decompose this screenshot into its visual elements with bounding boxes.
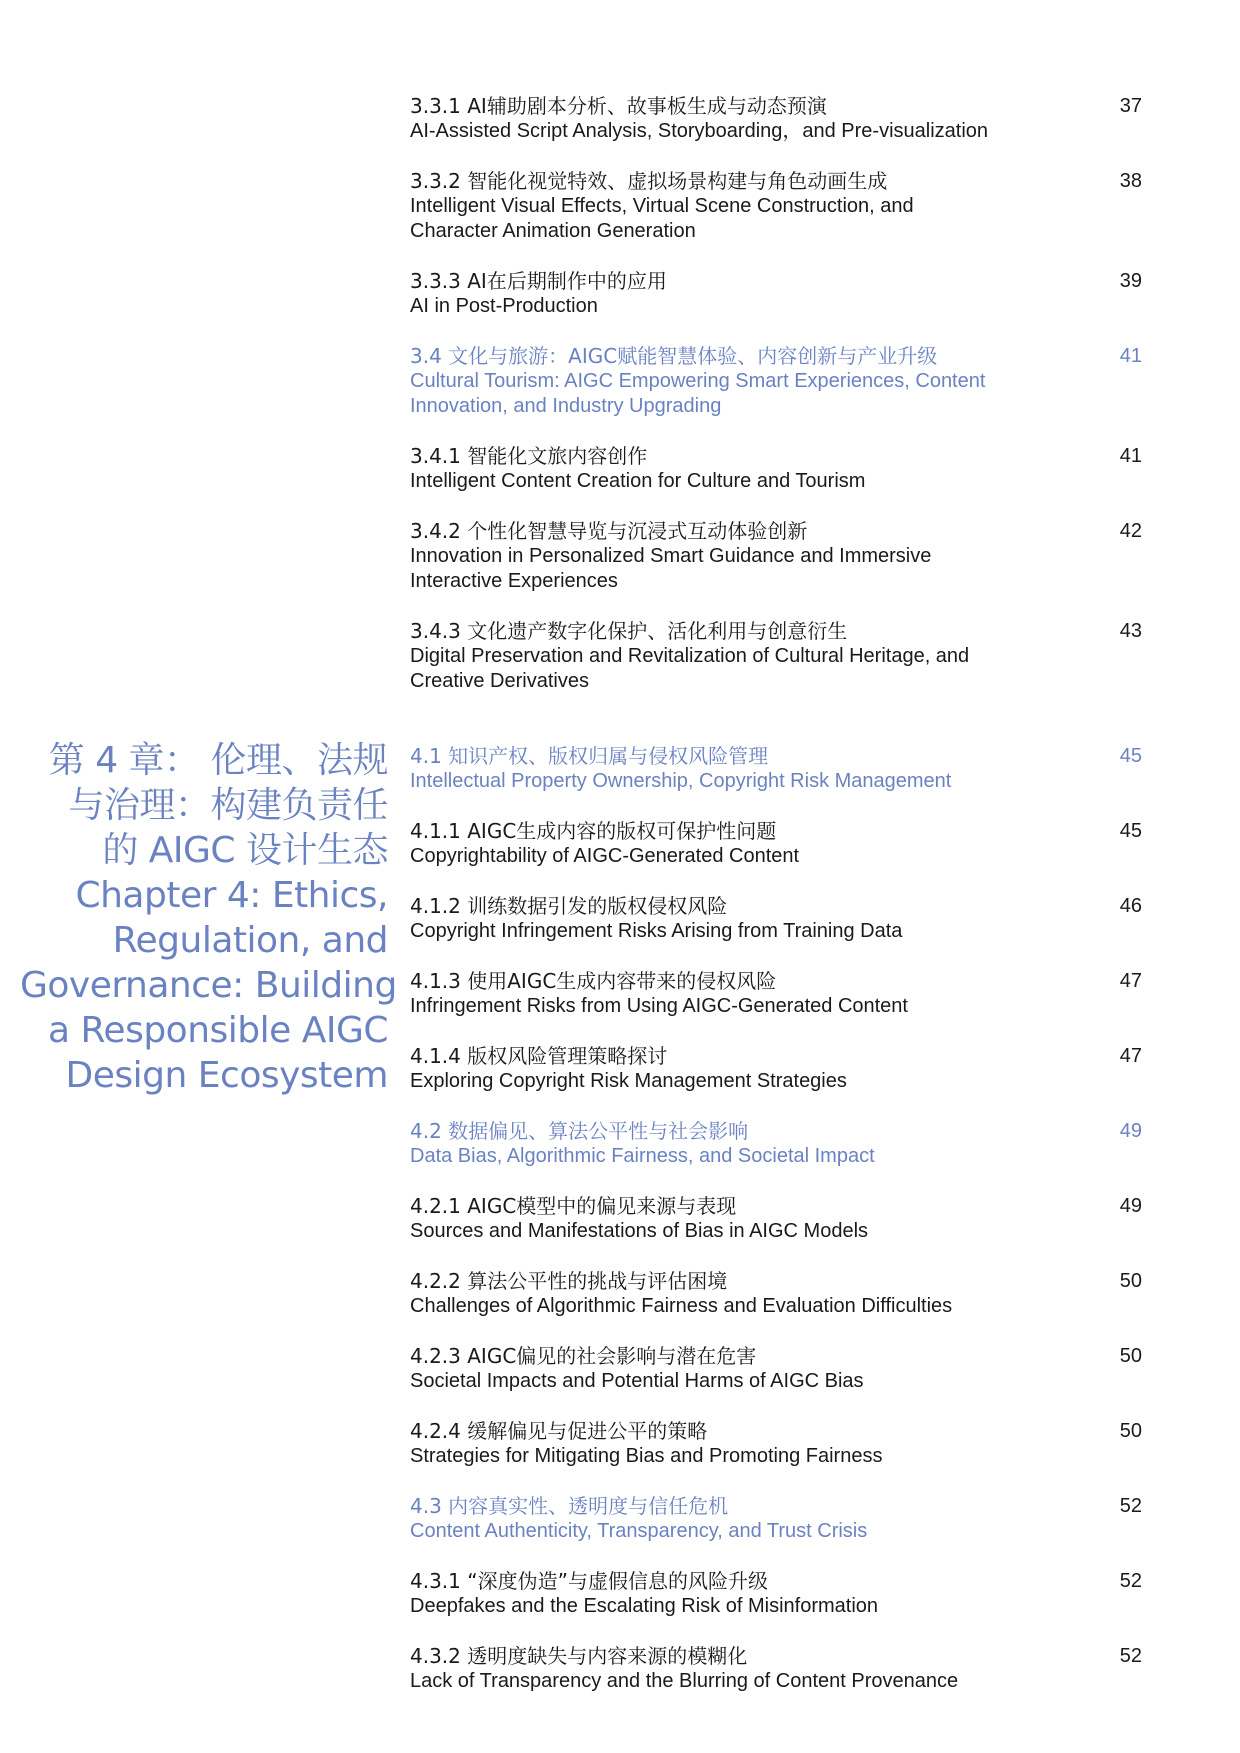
toc-entry-title-zh: 3.3.3 AI在后期制作中的应用 <box>410 269 667 293</box>
toc-page-number: 47 <box>1119 970 1142 992</box>
toc-page-number: 47 <box>1119 1045 1142 1067</box>
toc-entry-title-en: AI in Post-Production <box>410 295 598 317</box>
toc-entry-title-en: Strategies for Mitigating Bias and Promoting Fairness <box>410 1445 883 1467</box>
toc-entry-title-en: AI-Assisted Script Analysis, Storyboarding，and Pre-visualization <box>410 120 989 142</box>
toc-entry-title <box>410 744 1060 794</box>
toc-entry-title-en: Sources and Manifestations of Bias in AIGC Models <box>410 1220 869 1242</box>
chapter-heading <box>20 738 397 1098</box>
toc-entry-title-en: Intelligent Visual Effects, Virtual Scene Construction, and <box>410 195 914 217</box>
toc-entry-title-en: Challenges of Algorithmic Fairness and Evaluation Difficulties <box>410 1295 953 1317</box>
toc-entry-title-en: Digital Preservation and Revitalization of Cultural Heritage, and <box>410 645 970 667</box>
toc-entry-title-en: Content Authenticity, Transparency, and Trust Crisis <box>410 1520 868 1542</box>
toc-entry-title-en: Intelligent Content Creation for Culture and Tourism <box>410 470 866 492</box>
chapter-heading-line: 第 4 章： 伦理、法规 <box>48 740 388 781</box>
toc-entry-title-zh: 4.3.2 透明度缺失与内容来源的模糊化 <box>410 1644 748 1668</box>
toc-entry-title-zh: 4.1.2 训练数据引发的版权侵权风险 <box>410 894 728 918</box>
toc-entry-title-en: Innovation in Personalized Smart Guidance and Immersive <box>410 545 932 567</box>
toc-entry-title <box>410 94 1060 144</box>
toc-entry-title-en: Exploring Copyright Risk Management Strategies <box>410 1070 847 1092</box>
toc-page-number: 46 <box>1119 895 1142 917</box>
toc-entry-title <box>410 269 1060 319</box>
toc-entry-title <box>410 1344 1060 1394</box>
toc-entry-title <box>410 1119 1060 1169</box>
toc-entry-title-en: Copyrightability of AIGC-Generated Content <box>410 845 800 867</box>
toc-entry-title-zh: 4.2 数据偏见、算法公平性与社会影响 <box>410 1119 749 1143</box>
toc-page-number: 45 <box>1119 745 1142 767</box>
toc-page-number: 45 <box>1119 820 1142 842</box>
toc-entry-title <box>410 1569 1060 1619</box>
chapter-heading-line: Design Ecosystem <box>65 1055 388 1096</box>
toc-page-number: 50 <box>1119 1345 1142 1367</box>
toc-page-number: 50 <box>1119 1420 1142 1442</box>
toc-entry-title-zh: 4.1.3 使用AIGC生成内容带来的侵权风险 <box>410 969 777 993</box>
toc-entry-title-zh: 4.3 内容真实性、透明度与信任危机 <box>410 1494 729 1518</box>
toc-entry-title-zh: 4.1 知识产权、版权归属与侵权风险管理 <box>410 744 769 768</box>
toc-entry-title <box>410 1419 1060 1469</box>
toc-entry-title <box>410 969 1060 1019</box>
toc-entry-title-en: Creative Derivatives <box>410 670 589 692</box>
toc-page-number: 49 <box>1119 1120 1142 1142</box>
chapter-heading-line: Regulation, and <box>112 920 388 961</box>
toc-entry-title-zh: 4.2.2 算法公平性的挑战与评估困境 <box>410 1269 728 1293</box>
toc-page-number: 41 <box>1119 445 1142 467</box>
toc-entry-title <box>410 819 1060 869</box>
toc-entry-title <box>410 1269 1060 1319</box>
toc-entry-title <box>410 894 1060 944</box>
toc-entry-title-zh: 4.1.4 版权风险管理策略探讨 <box>410 1044 668 1068</box>
toc-entry-title <box>410 1494 1060 1544</box>
toc-page-number: 38 <box>1119 170 1142 192</box>
chapter-heading-line: Governance: Building <box>20 965 397 1006</box>
toc-entry-title-en: Innovation, and Industry Upgrading <box>410 395 722 417</box>
toc-page-number: 52 <box>1119 1645 1142 1667</box>
toc-entry-title-en: Lack of Transparency and the Blurring of Content Provenance <box>410 1670 959 1692</box>
chapter-heading-line: 的 AIGC 设计生态 <box>102 830 388 871</box>
toc-entry-title-en: Data Bias, Algorithmic Fairness, and Societal Impact <box>410 1145 875 1167</box>
toc-page-number: 43 <box>1119 620 1142 642</box>
toc-entry-title <box>410 1194 1060 1244</box>
toc-page-number: 52 <box>1119 1495 1142 1517</box>
toc-entry-title-zh: 3.4 文化与旅游：AIGC赋能智慧体验、内容创新与产业升级 <box>410 344 938 368</box>
toc-page-number: 52 <box>1119 1570 1142 1592</box>
toc-entry-title-en: Infringement Risks from Using AIGC-Generated Content <box>410 995 908 1017</box>
toc-entry-title-zh: 3.4.2 个性化智慧导览与沉浸式互动体验创新 <box>410 519 808 543</box>
toc-entry-title <box>410 1044 1060 1094</box>
toc-entry-title-zh: 4.1.1 AIGC生成内容的版权可保护性问题 <box>410 819 777 843</box>
toc-entry-title-zh: 3.3.1 AI辅助剧本分析、故事板生成与动态预演 <box>410 94 827 118</box>
toc-entry-title-en: Cultural Tourism: AIGC Empowering Smart Experiences, Content <box>410 370 986 392</box>
toc-entry-title <box>410 444 1060 494</box>
toc-entry-title <box>410 619 1060 694</box>
toc-entry-title <box>410 519 1060 594</box>
toc-entry-title-zh: 4.2.1 AIGC模型中的偏见来源与表现 <box>410 1194 737 1218</box>
toc-page-number: 41 <box>1119 345 1142 367</box>
toc-entry-title-zh: 3.4.3 文化遗产数字化保护、活化利用与创意衍生 <box>410 619 848 643</box>
toc-entry-title-zh: 3.3.2 智能化视觉特效、虚拟场景构建与角色动画生成 <box>410 169 888 193</box>
toc-page-number: 42 <box>1119 520 1142 542</box>
toc-entry-title-en: Copyright Infringement Risks Arising from Training Data <box>410 920 903 942</box>
toc-entry-title <box>410 1644 1060 1694</box>
toc-entry-title <box>410 169 1060 244</box>
toc-page-number: 50 <box>1119 1270 1142 1292</box>
toc-page-number: 37 <box>1119 95 1142 117</box>
toc-entry-title-en: Character Animation Generation <box>410 220 696 242</box>
toc-entry-title-zh: 4.3.1 “深度伪造”与虚假信息的风险升级 <box>410 1569 768 1593</box>
chapter-heading-line: 与治理：构建负责任 <box>68 785 388 826</box>
toc-entry-title-zh: 4.2.4 缓解偏见与促进公平的策略 <box>410 1419 708 1443</box>
chapter-heading-line: a Responsible AIGC <box>48 1010 388 1051</box>
toc-entry-title-en: Societal Impacts and Potential Harms of AIGC Bias <box>410 1370 864 1392</box>
toc-entry-title <box>410 344 1060 419</box>
chapter-heading-line: Chapter 4: Ethics, <box>75 875 388 916</box>
toc-entry-title-zh: 4.2.3 AIGC偏见的社会影响与潜在危害 <box>410 1344 757 1368</box>
toc-page-number: 49 <box>1119 1195 1142 1217</box>
toc-entry-title-en: Intellectual Property Ownership, Copyright Risk Management <box>410 770 952 792</box>
toc-page-number: 39 <box>1119 270 1142 292</box>
toc-entry-title-zh: 3.4.1 智能化文旅内容创作 <box>410 444 648 468</box>
toc-entry-title-en: Interactive Experiences <box>410 570 618 592</box>
toc-entry-title-en: Deepfakes and the Escalating Risk of Misinformation <box>410 1595 879 1617</box>
